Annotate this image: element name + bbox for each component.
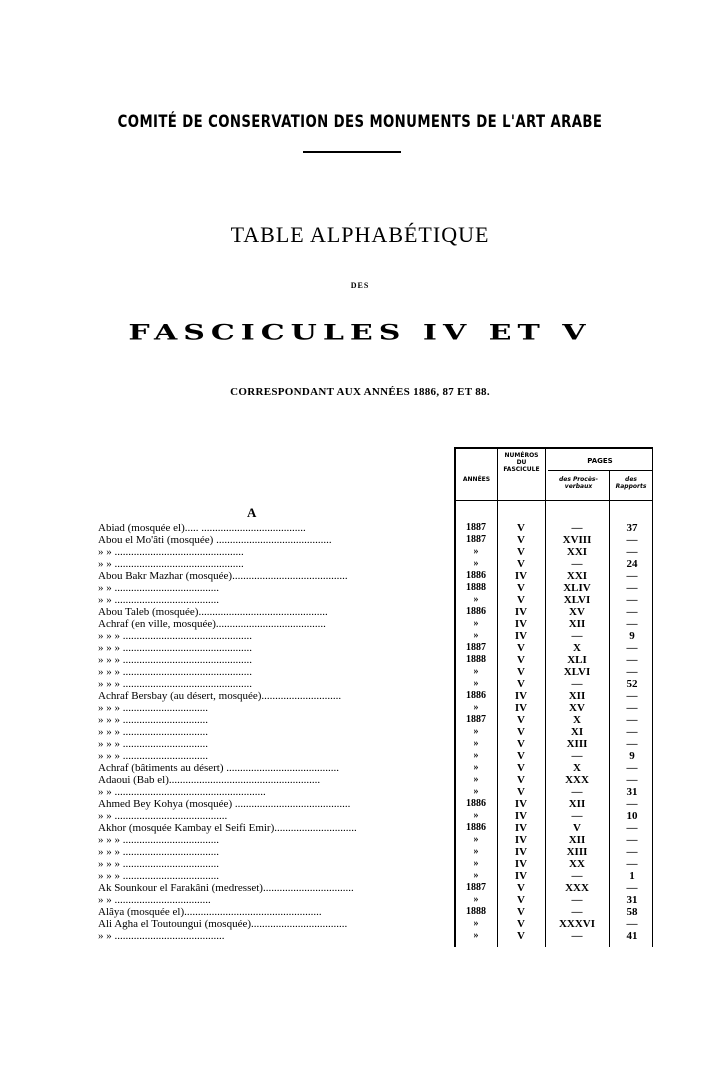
proces-verbaux-cell: — <box>571 870 583 882</box>
fascicule-cell: V <box>517 930 525 942</box>
correspondant-line: CORRESPONDANT AUX ANNÉES 1886, 87 ET 88. <box>230 386 490 398</box>
fascicule-cell: V <box>517 786 525 798</box>
entry-name: » » » ............................... <box>98 726 208 738</box>
table-row <box>0 606 720 618</box>
year-cell: 1888 <box>466 582 486 593</box>
table-top-rule <box>454 447 652 449</box>
entry-name: » » ....................................................... <box>98 786 266 798</box>
heading-rule <box>303 151 401 153</box>
entry-name: » » » ............................................... <box>98 678 252 690</box>
entry-name: » » » ............................................... <box>98 666 252 678</box>
rapports-cell: — <box>626 858 638 870</box>
year-cell: » <box>473 894 479 905</box>
year-cell: » <box>473 702 479 713</box>
table-row <box>0 726 720 738</box>
entry-name: » » » ............................................... <box>98 642 252 654</box>
proces-verbaux-cell: XII <box>568 690 586 702</box>
table-row <box>0 534 720 546</box>
table-row <box>0 774 720 786</box>
table-row <box>0 846 720 858</box>
pages-rule <box>548 470 652 471</box>
fascicule-cell: IV <box>514 834 528 846</box>
entry-name: Adaoui (Bab el)....................................................... <box>98 774 321 786</box>
rapports-cell: — <box>626 774 638 786</box>
year-cell: » <box>473 738 479 749</box>
proces-verbaux-cell: XLVI <box>563 594 591 606</box>
fascicule-cell: V <box>517 882 525 894</box>
fascicule-cell: IV <box>514 858 528 870</box>
entry-name: » » » ................................... <box>98 858 219 870</box>
year-cell: 1886 <box>466 690 486 701</box>
fascicule-cell: V <box>517 582 525 594</box>
fascicule-cell: IV <box>514 870 528 882</box>
proces-verbaux-cell: — <box>571 558 583 570</box>
table-row <box>0 690 720 702</box>
year-cell: » <box>473 762 479 773</box>
fascicule-cell: V <box>517 738 525 750</box>
rapports-cell: — <box>626 654 638 666</box>
rapports-cell: 9 <box>629 630 635 642</box>
entry-name: » » ...................................... <box>98 582 219 594</box>
year-cell: » <box>473 750 479 761</box>
fascicule-cell: V <box>517 594 525 606</box>
rapports-cell: — <box>626 690 638 702</box>
fascicule-cell: V <box>517 558 525 570</box>
rapports-cell: — <box>626 618 638 630</box>
table-row <box>0 798 720 810</box>
table-row <box>0 786 720 798</box>
rapports-cell: — <box>626 606 638 618</box>
entry-name: » » » ............................... <box>98 738 208 750</box>
year-cell: 1888 <box>466 654 486 665</box>
entry-name: » » ............................................... <box>98 558 244 570</box>
proces-verbaux-cell: — <box>571 678 583 690</box>
rapports-cell: — <box>626 738 638 750</box>
rapports-cell: — <box>626 594 638 606</box>
proces-verbaux-cell: XIII <box>566 846 588 858</box>
entry-name: Alâya (mosquée el).................................................. <box>98 906 322 918</box>
entry-name: » » » ............................... <box>98 750 208 762</box>
fascicule-cell: V <box>517 894 525 906</box>
rapports-cell: 1 <box>629 870 635 882</box>
year-cell: » <box>473 858 479 869</box>
fascicule-cell: V <box>517 774 525 786</box>
year-cell: » <box>473 918 479 929</box>
table-row <box>0 738 720 750</box>
year-cell: » <box>473 930 479 941</box>
entry-name: » » » ................................... <box>98 834 219 846</box>
entry-name: » » » ............................... <box>98 714 208 726</box>
table-row <box>0 894 720 906</box>
header-proces-line2: verbaux <box>564 483 593 490</box>
table-row <box>0 810 720 822</box>
proces-verbaux-cell: XLI <box>567 654 587 666</box>
entry-name: » » ............................................... <box>98 546 244 558</box>
table-row <box>0 870 720 882</box>
table-row <box>0 918 720 930</box>
year-cell: 1886 <box>466 822 486 833</box>
table-row <box>0 702 720 714</box>
header-bottom-rule <box>454 500 652 501</box>
entry-name: » » » ................................... <box>98 870 219 882</box>
rapports-cell: 41 <box>626 930 638 942</box>
rapports-cell: — <box>626 702 638 714</box>
year-cell: » <box>473 846 479 857</box>
proces-verbaux-cell: XVIII <box>562 534 592 546</box>
year-cell: » <box>473 558 479 569</box>
rapports-cell: — <box>626 570 638 582</box>
des-label: DES <box>350 281 370 290</box>
table-row <box>0 714 720 726</box>
table-row <box>0 618 720 630</box>
entry-name: Ahmed Bey Kohya (mosquée) .......................................... <box>98 798 351 810</box>
fascicule-cell: IV <box>514 690 528 702</box>
table-row <box>0 546 720 558</box>
fascicule-cell: IV <box>514 618 528 630</box>
proces-verbaux-cell: — <box>571 630 583 642</box>
table-row <box>0 558 720 570</box>
proces-verbaux-cell: XII <box>568 834 586 846</box>
rapports-cell: — <box>626 642 638 654</box>
fascicule-cell: IV <box>514 630 528 642</box>
fascicule-cell: V <box>517 642 525 654</box>
entry-name: » » ........................................ <box>98 930 225 942</box>
table-row <box>0 906 720 918</box>
rapports-cell: — <box>626 918 638 930</box>
proces-verbaux-cell: X <box>573 714 581 726</box>
proces-verbaux-cell: XLVI <box>563 666 591 678</box>
header-numeros-line3: FASCICULE <box>503 466 540 473</box>
entry-name: Abou Bakr Mazhar (mosquée).......................................... <box>98 570 348 582</box>
header-proces <box>548 476 609 490</box>
year-cell: 1887 <box>466 642 486 653</box>
entry-name: Abiad (mosquée el)..... ...................................... <box>98 522 306 534</box>
year-cell: 1887 <box>466 882 486 893</box>
year-cell: 1887 <box>466 714 486 725</box>
table-row <box>0 834 720 846</box>
fascicule-cell: IV <box>514 846 528 858</box>
entry-name: » » ......................................... <box>98 810 228 822</box>
entry-name: Achraf (bâtiments au désert) ......................................... <box>98 762 340 774</box>
header-numeros <box>498 452 545 473</box>
proces-verbaux-cell: XII <box>568 798 586 810</box>
fascicule-cell: V <box>517 678 525 690</box>
table-row <box>0 858 720 870</box>
table-row <box>0 642 720 654</box>
proces-verbaux-cell: — <box>571 810 583 822</box>
proces-verbaux-cell: XXXVI <box>558 918 596 930</box>
entry-name: » » ................................... <box>98 894 211 906</box>
table-row <box>0 570 720 582</box>
proces-verbaux-cell: XV <box>569 702 585 714</box>
proces-verbaux-cell: — <box>571 750 583 762</box>
header-rapports-line2: Rapports <box>615 483 647 490</box>
entry-name: Achraf Bersbay (au désert, mosquée)............................. <box>98 690 342 702</box>
year-cell: 1887 <box>466 522 486 533</box>
proces-verbaux-cell: XXX <box>565 882 589 894</box>
rapports-cell: — <box>626 666 638 678</box>
header-pages: PAGES <box>587 457 613 465</box>
rapports-cell: — <box>626 834 638 846</box>
table-row <box>0 582 720 594</box>
page-title: TABLE ALPHABÉTIQUE <box>230 222 490 247</box>
table-row <box>0 750 720 762</box>
fascicule-cell: V <box>517 666 525 678</box>
header-rapports <box>610 476 652 490</box>
entry-name: Abou Taleb (mosquée)............................................... <box>98 606 328 618</box>
rapports-cell: — <box>626 714 638 726</box>
year-cell: 1886 <box>466 798 486 809</box>
proces-verbaux-cell: V <box>573 822 581 834</box>
fascicule-cell: IV <box>514 798 528 810</box>
rapports-cell: 24 <box>626 558 638 570</box>
year-cell: » <box>473 666 479 677</box>
year-cell: » <box>473 594 479 605</box>
fascicule-cell: V <box>517 522 525 534</box>
fascicule-cell: V <box>517 546 525 558</box>
year-cell: » <box>473 774 479 785</box>
header-numeros-line2: DU <box>516 459 527 466</box>
entry-name: Ali Agha el Toutoungui (mosquée)................................... <box>98 918 348 930</box>
proces-verbaux-cell: XX <box>569 858 585 870</box>
year-cell: 1887 <box>466 534 486 545</box>
proces-verbaux-cell: X <box>573 642 581 654</box>
proces-verbaux-cell: XXX <box>565 774 589 786</box>
fascicule-cell: IV <box>514 822 528 834</box>
rapports-cell: 37 <box>626 522 638 534</box>
year-cell: 1888 <box>466 906 486 917</box>
table-row <box>0 666 720 678</box>
fascicule-cell: V <box>517 762 525 774</box>
proces-verbaux-cell: XXI <box>566 546 588 558</box>
year-cell: » <box>473 546 479 557</box>
proces-verbaux-cell: — <box>571 786 583 798</box>
proces-verbaux-cell: XII <box>568 618 586 630</box>
entry-name: Abou el Mo'âti (mosquée) .......................................... <box>98 534 332 546</box>
rapports-cell: 31 <box>626 894 638 906</box>
proces-verbaux-cell: XI <box>570 726 584 738</box>
year-cell: » <box>473 618 479 629</box>
fascicule-cell: IV <box>514 702 528 714</box>
fascicule-cell: IV <box>514 570 528 582</box>
rapports-cell: — <box>626 822 638 834</box>
entry-name: Akhor (mosquée Kambay el Seifi Emir).............................. <box>98 822 357 834</box>
rapports-cell: — <box>626 582 638 594</box>
year-cell: » <box>473 834 479 845</box>
rapports-cell: 58 <box>626 906 638 918</box>
table-row <box>0 762 720 774</box>
entry-name: » » » ............................................... <box>98 630 252 642</box>
fascicule-cell: V <box>517 534 525 546</box>
header-numeros-line1: NUMÉROS <box>504 452 539 459</box>
table-row <box>0 522 720 534</box>
entry-name: » » » ................................... <box>98 846 219 858</box>
year-cell: » <box>473 786 479 797</box>
year-cell: » <box>473 678 479 689</box>
proces-verbaux-cell: — <box>571 906 583 918</box>
rapports-cell: — <box>626 882 638 894</box>
entry-name: » » » ............................... <box>98 702 208 714</box>
header-proces-line1: des Procès- <box>558 476 598 483</box>
fascicule-cell: V <box>517 918 525 930</box>
year-cell: 1886 <box>466 606 486 617</box>
rapports-cell: — <box>626 546 638 558</box>
rapports-cell: 9 <box>629 750 635 762</box>
rapports-cell: 31 <box>626 786 638 798</box>
year-cell: 1886 <box>466 570 486 581</box>
proces-verbaux-cell: — <box>571 894 583 906</box>
proces-verbaux-cell: X <box>573 762 581 774</box>
year-cell: » <box>473 870 479 881</box>
table-row <box>0 630 720 642</box>
year-cell: » <box>473 630 479 641</box>
header-rapports-line1: des <box>625 476 637 483</box>
rapports-cell: — <box>626 798 638 810</box>
fascicule-cell: V <box>517 714 525 726</box>
rapports-cell: — <box>626 846 638 858</box>
fascicule-cell: IV <box>514 810 528 822</box>
proces-verbaux-cell: — <box>571 522 583 534</box>
year-cell: » <box>473 726 479 737</box>
year-cell: » <box>473 810 479 821</box>
rapports-cell: 52 <box>626 678 638 690</box>
entry-name: Ak Sounkour el Farakâni (medresset)................................. <box>98 882 354 894</box>
entry-name: Achraf (en ville, mosquée)........................................ <box>98 618 326 630</box>
proces-verbaux-cell: XIII <box>566 738 588 750</box>
committee-heading: COMITÉ DE CONSERVATION DES MONUMENTS DE L'ART ARABE <box>117 112 603 132</box>
fascicules-heading: FASCICULES IV ET V <box>128 319 592 346</box>
rapports-cell: — <box>626 762 638 774</box>
proces-verbaux-cell: XXI <box>566 570 588 582</box>
fascicule-cell: IV <box>514 606 528 618</box>
proces-verbaux-cell: XV <box>569 606 585 618</box>
fascicule-cell: V <box>517 726 525 738</box>
section-letter: A <box>247 505 257 520</box>
fascicule-cell: V <box>517 906 525 918</box>
proces-verbaux-cell: — <box>571 930 583 942</box>
rapports-cell: — <box>626 534 638 546</box>
table-row <box>0 930 720 942</box>
table-row <box>0 594 720 606</box>
rapports-cell: — <box>626 726 638 738</box>
table-row <box>0 654 720 666</box>
entry-name: » » ...................................... <box>98 594 219 606</box>
fascicule-cell: V <box>517 654 525 666</box>
table-row <box>0 678 720 690</box>
table-row <box>0 822 720 834</box>
proces-verbaux-cell: XLIV <box>563 582 591 594</box>
entry-name: » » » ............................................... <box>98 654 252 666</box>
header-annees: ANNÉES <box>462 476 491 483</box>
fascicule-cell: V <box>517 750 525 762</box>
table-row <box>0 882 720 894</box>
rapports-cell: 10 <box>626 810 638 822</box>
